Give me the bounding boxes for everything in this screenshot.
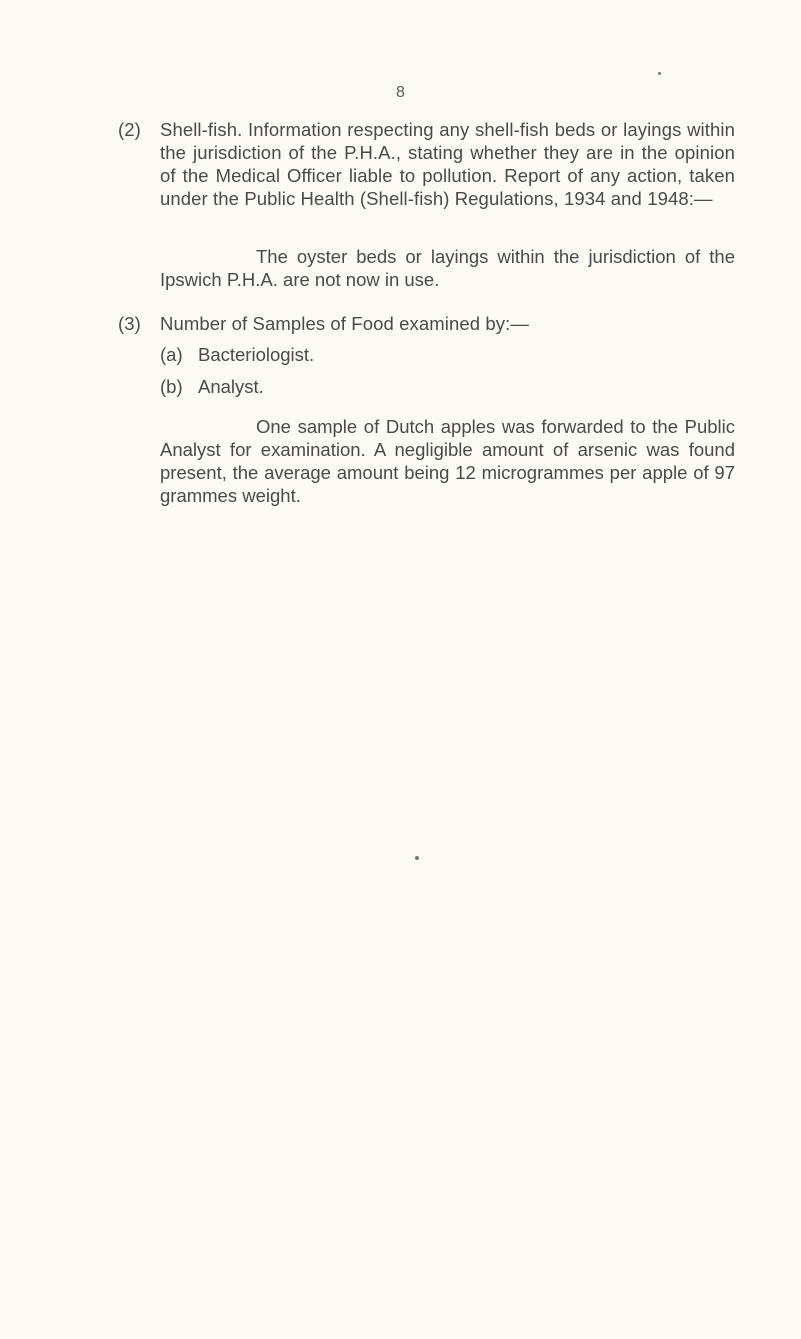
sub-item-label: (a) xyxy=(160,344,183,365)
item-text: Number of Samples of Food examined by:— xyxy=(160,313,529,334)
item-text: Shell-fish. Information respecting any shell-fish beds or layings within the jurisdiction of the P.H.A., stating whether they are in the opinion of the Medical Officer liable to pollution. Report of any action, taken under the Public Health (Shell-fish) Regulations, 1934 and 1948:— xyxy=(160,119,735,209)
food-samples-response: One sample of Dutch apples was forwarded to the Public Analyst for examination. A negligible amount of arsenic was found present, the average amount being 12 microgrammes per apple of 97 grammes weight. xyxy=(160,416,735,506)
item-number: (2) xyxy=(118,119,141,140)
page-number: 8 xyxy=(396,84,405,101)
sub-item-text: Bacteriologist. xyxy=(198,344,315,365)
scan-speck xyxy=(658,72,661,75)
item-shell-fish xyxy=(118,118,735,210)
scan-speck xyxy=(415,856,419,860)
sub-item-bacteriologist xyxy=(160,343,314,366)
sub-item-label: (b) xyxy=(160,376,183,397)
sub-item-analyst xyxy=(160,375,264,398)
item-number: (3) xyxy=(118,313,141,334)
item-food-samples xyxy=(118,312,735,335)
shell-fish-response: The oyster beds or layings within the jurisdiction of the Ipswich P.H.A. are not now in use. xyxy=(160,246,735,290)
sub-item-text: Analyst. xyxy=(198,376,264,397)
